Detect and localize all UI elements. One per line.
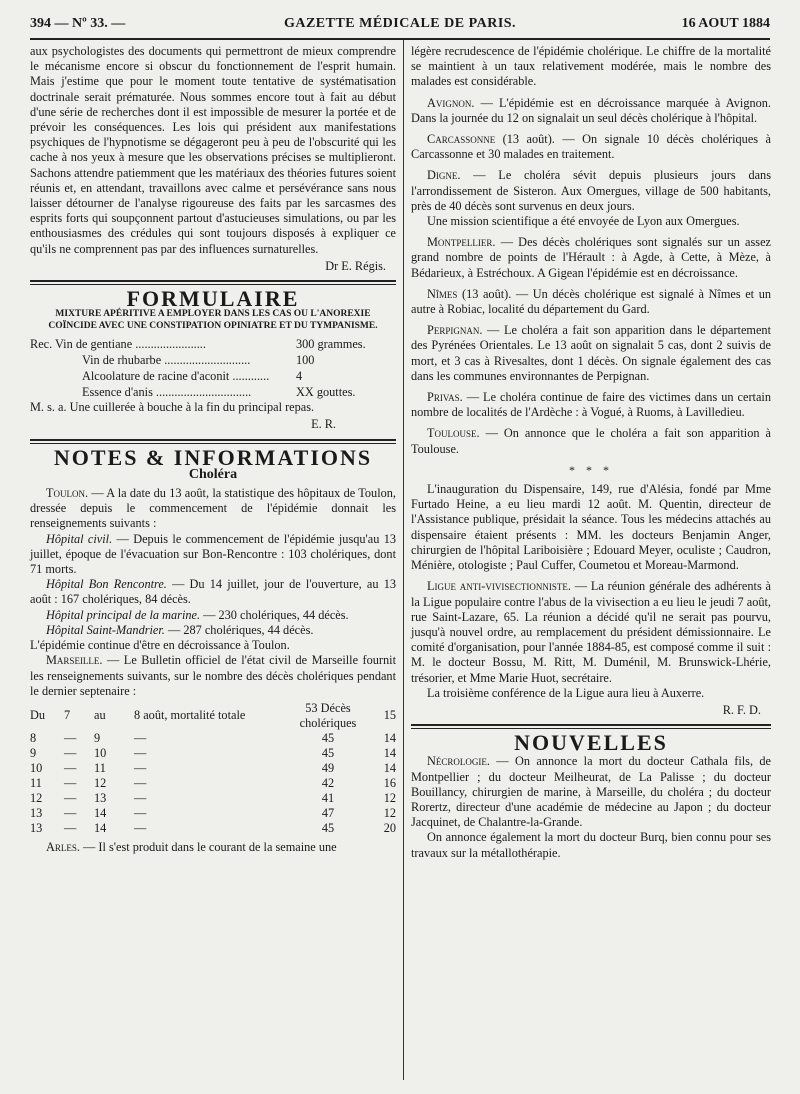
cholera-entry: Toulouse. — On annonce que le choléra a fait son apparition à Toulouse.	[411, 426, 771, 456]
table-row: 13 — 14 — 47 12	[30, 805, 396, 820]
recipe-item: Essence d'anis ............................... XX gouttes.	[82, 385, 356, 400]
hospital-entry: Hôpital principal de la marine. — 230 cholériques, 44 décès.	[46, 607, 349, 622]
cholera-entry: Montpellier. — Des décès cholériques sont signalés sur un assez grand nombre de points de l'Hérault : à Agde, à Cette, à Mèze, à Bédarieux, à Estréchoux. A Gigean l'épidémie est en décroissance.	[411, 235, 771, 280]
toulon-conclusion: L'épidémie continue d'être en décroissance à Toulon.	[30, 638, 290, 653]
ligue-signature: R. F. D.	[722, 702, 761, 717]
formulaire-signature: E. R.	[311, 417, 336, 432]
recipe-directions: M. s. a. Une cuillerée à bouche à la fin du principal repas.	[30, 400, 315, 415]
arles-paragraph: Arles. — Il s'est produit dans le courant de la semaine une	[46, 839, 337, 854]
recipe-item: Alcoolature de racine d'aconit ............ 4	[82, 369, 303, 384]
column-rule	[403, 40, 404, 1080]
section-rule	[30, 280, 396, 285]
table-row: 8 — 9 — 45 14	[30, 730, 396, 745]
cholera-entry: Digne. — Le choléra sévit depuis plusieurs jours dans l'arrondissement de Sisteron. Aux Omergues, village de 500 habitants, près de 40 décès sont survenus en deux jours.	[411, 168, 771, 213]
hospital-entry: Hôpital Saint-Mandrier. — 287 cholériques, 44 décès.	[46, 622, 314, 637]
notes-title: NOTES & INFORMATIONS	[53, 444, 373, 470]
toulon-paragraph: Toulon. — A la date du 13 août, la statistique des hôpitaux de Toulon, dressée depuis le commencement de l'épidémie donnait les renseignements suivants :	[30, 486, 396, 531]
dispensaire-paragraph: L'inauguration du Dispensaire, 149, rue d'Alésia, fondé par Mme Furtado Heine, a eu lieu mardi 12 août. M. Quentin, directeur de l'Assistance publique, présidait la séance. Tous les médecins attachés au dispensaire étaient présents : MM. les docteurs Benjamin Anger, chirurgien de l'hôpital Lariboisière ; Edouard Meyer, oculiste ; Caudron, Ménière, otologiste ; Paul Cuffer, Coumetou et Moreau-Marmond.	[411, 482, 771, 573]
section-stars: * * *	[569, 462, 613, 477]
nouvelles-title: NOUVELLES	[514, 730, 668, 756]
necrologie-paragraph: Nécrologie. — On annonce la mort du docteur Cathala fils, de Montpellier ; du docteur Meilheurat, de La Palisse ; du docteur Bouillancy, chirurgien de marine, à Marseille, du choléra ; du docteur Rorertz, directeur d'une académie de médecine au Japon ; du docteur Jacquinet, de Chalantre-la-Grande.	[411, 754, 771, 830]
marseille-table	[30, 701, 396, 836]
recipe-item: Rec. Vin de gentiane ....................... 300 grammes.	[30, 337, 366, 352]
journal-title: GAZETTE MÉDICALE DE PARIS.	[283, 16, 517, 31]
recipe-item: Vin de rhubarbe ............................ 100	[82, 353, 315, 368]
page-header	[30, 14, 770, 36]
table-row: 11 — 12 — 42 16	[30, 775, 396, 790]
issue-date: 16 AOUT 1884	[681, 16, 770, 31]
cholera-entry: Carcassonne (13 août). — On signale 10 décès cholériques à Carcassonne et 30 malades en traitement.	[411, 132, 771, 162]
table-row: 12 — 13 — 41 12	[30, 790, 396, 805]
table-row: 10 — 11 — 49 14	[30, 760, 396, 775]
cholera-entry: Avignon. — L'épidémie est en décroissance marquée à Avignon. Dans la journée du 12 on signalait un seul décès cholérique à l'hôpital.	[411, 95, 771, 125]
hypnotism-paragraph: aux psychologistes des documents qui permettront de mieux comprendre le mécanisme encore si obscur du fonctionnement de l'esprit humain. Mais j'estime que pour le moment toute tentative de systématisation doctrinale serait prématurée. Nous sommes encore tout à fait au début d'une série de recherches dont il est impossible de mesurer la portée et de prévoir les conséquences. Les lois qui président aux manifestations psychiques de l'hypnotisme se dégageront peu à peu de l'obscurité qui les cache à nos yeux à mesure que les observations précises se multiplieront. Sachons attendre patiemment que les matériaux des théories futures soient réunis et, en attendant, travaillons avec calme et persévérance sans nous laisser détourner de l'analyse rigoureuse des faits par les sarcasmes des esprits forts qui soupçonnent partout d'astucieuses simulations, ou par les enthousiasmes des crédules qui sont toujours disposés à expliquer ce qu'ils ne comprennent pas par des influences surnaturelles.	[30, 44, 396, 256]
recipe-list	[30, 336, 396, 400]
left-column	[30, 44, 396, 855]
section-rule	[30, 439, 396, 444]
burq-paragraph: On annonce également la mort du docteur Burq, bien connu pour ses travaux sur la métallothérapie.	[411, 830, 771, 860]
cholera-entry: Une mission scientifique a été envoyée de Lyon aux Omergues.	[427, 214, 740, 229]
right-column	[411, 44, 771, 861]
table-row: 9 — 10 — 45 14	[30, 745, 396, 760]
cholera-entry: Nîmes (13 août). — Un décès cholérique est signalé à Nîmes et un autre à Robiac, localité du département du Gard.	[411, 286, 771, 317]
table-row: 13 — 14 — 45 20	[30, 820, 396, 835]
hospital-entry: Hôpital civil. — Depuis le commencement de l'épidémie jusqu'au 13 juillet, époque de l'évacuation sur Bon-Rencontre : 103 cholériques, dont 71 morts.	[30, 531, 397, 577]
author-signature: Dr E. Régis.	[325, 258, 386, 273]
page-number: 394 — Nº 33. —	[30, 16, 126, 31]
ligue-followup: La troisième conférence de la Ligue aura lieu à Auxerre.	[427, 685, 705, 700]
ligue-paragraph: Ligue anti-vivisectionniste. — La réunion générale des adhérents à la Ligue populaire contre l'abus de la vivisection a eu lieu le jeudi 7 août, rue Saint-Lazare, 65. La réunion a décidé qu'il ne serait pas pourvu, jusqu'à nouvel ordre, au remplacement du président démissionnaire. Le comité d'organisation, pour l'année 1884-85, est composé comme il suit : M. le docteur Bossu, M. Ritt, M. Duménil, M. Brunswick-Lhérie, trésorier, et Mme Marie Huot, secrétaire.	[411, 579, 771, 685]
marseille-paragraph: Marseille. — Le Bulletin officiel de l'état civil de Marseille fournit les renseignements suivants, sur le nombre des décès cholériques pendant le dernier septenaire :	[30, 653, 396, 698]
cholera-entry: Privas. — Le choléra continue de faire des victimes dans un certain nombre de localités de l'Ardèche : à Vogué, à Ruoms, à Lavilledieu.	[411, 390, 771, 420]
header-rule	[30, 38, 770, 40]
hospital-entry: Hôpital Bon Rencontre. — Du 14 juillet, jour de l'ouverture, au 13 août : 167 cholériques, 84 décès.	[30, 577, 396, 607]
table-row: Du 7 au 8 août, mortalité totale 53 Décès cholériques 15	[30, 700, 396, 730]
cholera-entry: Perpignan. — Le choléra a fait son apparition dans le département des Pyrénées Orientales. Le 13 août on signalait 5 cas, dont 2 suivis de mort, et 3 cas à Rivesaltes, dont 1 décès. On signale également des cas dans les communes environnantes de Perpignan.	[411, 323, 771, 383]
notes-subtitle: Choléra	[188, 466, 238, 482]
formulaire-heading: MIXTURE APÉRITIVE A EMPLOYER DANS LES CAS OU L'ANOREXIE COÏNCIDE AVEC UNE CONSTIPATION OPINIATRE ET DU TYMPANISME.	[48, 309, 378, 332]
section-rule	[411, 724, 771, 729]
formulaire-title: FORMULAIRE	[126, 286, 300, 312]
arles-continuation: légère recrudescence de l'épidémie cholérique. Le chiffre de la mortalité se maintient à un taux relativement modérée, mais le nombre des malades est considérable.	[411, 44, 771, 89]
